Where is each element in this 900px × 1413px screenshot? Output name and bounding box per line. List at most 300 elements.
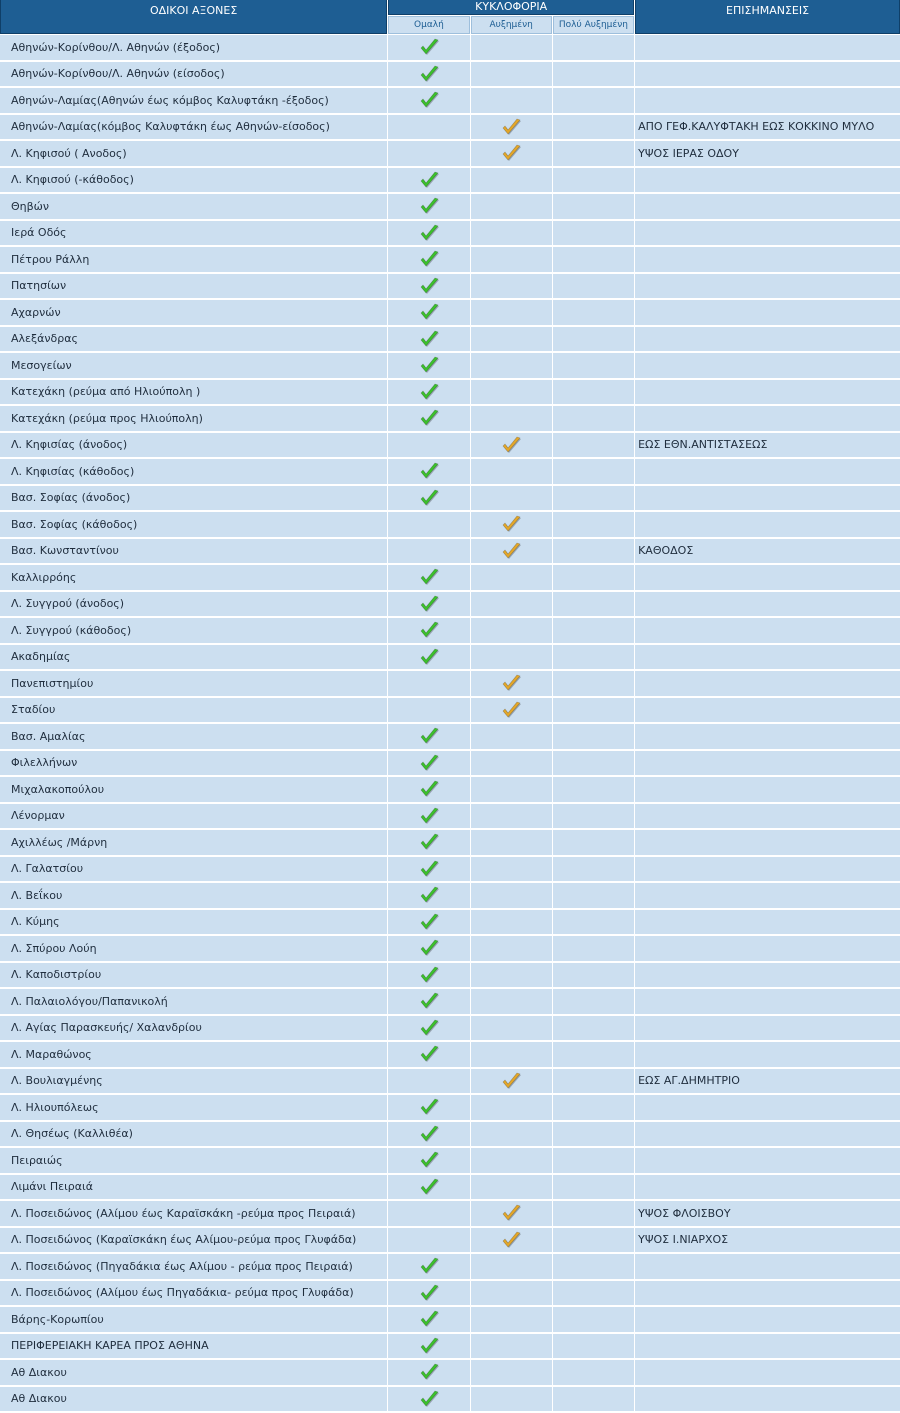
status-cell-normal xyxy=(388,1281,469,1307)
check-green-icon xyxy=(418,1389,440,1409)
status-cell-increased xyxy=(471,433,552,459)
status-cell-increased xyxy=(471,1307,552,1333)
table-row xyxy=(0,512,900,538)
table-row xyxy=(0,830,900,856)
table-row xyxy=(0,1069,900,1095)
road-name: Αχιλλέως /Μάρνη xyxy=(0,830,387,856)
road-name: Λ. Αγίας Παρασκευής/ Χαλανδρίου xyxy=(0,1016,387,1042)
status-cell-increased xyxy=(471,539,552,565)
road-name: Λ. Κηφισίας (κάθοδος) xyxy=(0,459,387,485)
road-note xyxy=(635,1095,900,1121)
check-green-icon xyxy=(418,1362,440,1382)
status-cell-very-increased xyxy=(553,883,634,909)
status-cell-normal xyxy=(388,88,469,114)
status-cell-very-increased xyxy=(553,353,634,379)
table-row xyxy=(0,486,900,512)
status-cell-very-increased xyxy=(553,1254,634,1280)
road-note xyxy=(635,247,900,273)
road-name: Αθ Διακου xyxy=(0,1360,387,1386)
road-name: Πανεπιστημίου xyxy=(0,671,387,697)
status-cell-very-increased xyxy=(553,645,634,671)
status-cell-very-increased xyxy=(553,698,634,724)
road-note xyxy=(635,1307,900,1333)
status-cell-increased xyxy=(471,247,552,273)
table-row xyxy=(0,618,900,644)
road-name: Λ. Ποσειδώνος (Καραϊσκάκη έως Αλίμου-ρεύμα προς Γλυφάδα) xyxy=(0,1228,387,1254)
check-green-icon xyxy=(418,1150,440,1170)
table-row xyxy=(0,1360,900,1386)
road-note xyxy=(635,671,900,697)
road-note xyxy=(635,62,900,88)
status-cell-normal xyxy=(388,300,469,326)
road-note xyxy=(635,1254,900,1280)
check-green-icon xyxy=(418,1124,440,1144)
road-note xyxy=(635,1175,900,1201)
check-orange-icon xyxy=(500,117,522,137)
table-row xyxy=(0,698,900,724)
check-green-icon xyxy=(418,249,440,269)
status-cell-normal xyxy=(388,194,469,220)
table-row xyxy=(0,804,900,830)
road-note xyxy=(635,1281,900,1307)
road-note xyxy=(635,751,900,777)
status-cell-normal xyxy=(388,910,469,936)
road-note xyxy=(635,592,900,618)
status-cell-very-increased xyxy=(553,963,634,989)
status-cell-normal xyxy=(388,62,469,88)
status-cell-normal xyxy=(388,963,469,989)
road-note: ΥΨΟΣ ΙΕΡΑΣ ΟΔΟΥ xyxy=(635,141,900,167)
table-row xyxy=(0,592,900,618)
status-cell-very-increased xyxy=(553,1016,634,1042)
status-cell-very-increased xyxy=(553,618,634,644)
check-green-icon xyxy=(418,302,440,322)
table-row xyxy=(0,883,900,909)
table-row xyxy=(0,1122,900,1148)
road-name: Λ. Θησέως (Καλλιθέα) xyxy=(0,1122,387,1148)
road-note xyxy=(635,989,900,1015)
road-name: Λ. Βουλιαγμένης xyxy=(0,1069,387,1095)
road-note xyxy=(635,724,900,750)
road-name: Βάρης-Κορωπίου xyxy=(0,1307,387,1333)
table-row xyxy=(0,247,900,273)
check-green-icon xyxy=(418,779,440,799)
table-row xyxy=(0,88,900,114)
check-orange-icon xyxy=(500,1230,522,1250)
road-name: Λένορμαν xyxy=(0,804,387,830)
table-row xyxy=(0,1334,900,1360)
road-name: Λ. Ποσειδώνος (Πηγαδάκια έως Αλίμου - ρεύμα προς Πειραιά) xyxy=(0,1254,387,1280)
status-cell-normal xyxy=(388,804,469,830)
check-orange-icon xyxy=(500,541,522,561)
table-row xyxy=(0,300,900,326)
check-green-icon xyxy=(418,329,440,349)
status-cell-increased xyxy=(471,645,552,671)
status-cell-very-increased xyxy=(553,459,634,485)
status-cell-increased xyxy=(471,910,552,936)
table-row xyxy=(0,406,900,432)
status-cell-increased xyxy=(471,194,552,220)
table-row xyxy=(0,1228,900,1254)
status-cell-normal xyxy=(388,1201,469,1227)
road-note xyxy=(635,645,900,671)
road-note xyxy=(635,1148,900,1174)
road-name: Λ. Συγγρού (κάθοδος) xyxy=(0,618,387,644)
table-row xyxy=(0,459,900,485)
table-row xyxy=(0,168,900,194)
road-name: Αλεξάνδρας xyxy=(0,327,387,353)
table-body xyxy=(0,35,900,1412)
status-cell-very-increased xyxy=(553,512,634,538)
check-orange-icon xyxy=(500,435,522,455)
status-cell-normal xyxy=(388,1042,469,1068)
road-name: Βασ. Σοφίας (άνοδος) xyxy=(0,486,387,512)
status-cell-very-increased xyxy=(553,300,634,326)
road-name: Πέτρου Ράλλη xyxy=(0,247,387,273)
status-cell-increased xyxy=(471,115,552,141)
table-row xyxy=(0,1281,900,1307)
status-cell-increased xyxy=(471,1095,552,1121)
status-cell-normal xyxy=(388,1122,469,1148)
table-row xyxy=(0,751,900,777)
road-note: ΕΩΣ ΑΓ.ΔΗΜΗΤΡΙΟ xyxy=(635,1069,900,1095)
status-cell-very-increased xyxy=(553,565,634,591)
status-cell-normal xyxy=(388,1387,469,1413)
road-name: Θηβών xyxy=(0,194,387,220)
road-name: Σταδίου xyxy=(0,698,387,724)
status-cell-very-increased xyxy=(553,115,634,141)
status-cell-very-increased xyxy=(553,1122,634,1148)
status-cell-very-increased xyxy=(553,830,634,856)
road-name: Λ. Καποδιστρίου xyxy=(0,963,387,989)
road-name: Λ. Γαλατσίου xyxy=(0,857,387,883)
status-cell-normal xyxy=(388,433,469,459)
status-cell-normal xyxy=(388,141,469,167)
check-green-icon xyxy=(418,1044,440,1064)
status-cell-normal xyxy=(388,724,469,750)
road-name: Λ. Βεΐκου xyxy=(0,883,387,909)
status-cell-increased xyxy=(471,512,552,538)
table-row xyxy=(0,141,900,167)
road-note xyxy=(635,406,900,432)
status-cell-very-increased xyxy=(553,194,634,220)
status-cell-very-increased xyxy=(553,671,634,697)
road-note xyxy=(635,936,900,962)
check-green-icon xyxy=(418,37,440,57)
status-cell-normal xyxy=(388,1307,469,1333)
check-green-icon xyxy=(418,806,440,826)
check-green-icon xyxy=(418,1097,440,1117)
status-cell-normal xyxy=(388,115,469,141)
status-cell-normal xyxy=(388,883,469,909)
status-cell-very-increased xyxy=(553,724,634,750)
status-cell-normal xyxy=(388,1095,469,1121)
status-cell-increased xyxy=(471,777,552,803)
status-cell-very-increased xyxy=(553,1095,634,1121)
table-row xyxy=(0,565,900,591)
subheader-increased: Αυξημένη xyxy=(471,16,552,34)
status-cell-very-increased xyxy=(553,247,634,273)
status-cell-increased xyxy=(471,62,552,88)
status-cell-very-increased xyxy=(553,1307,634,1333)
status-cell-increased xyxy=(471,1042,552,1068)
road-name: Κατεχάκη (ρεύμα προς Ηλιούπολη) xyxy=(0,406,387,432)
road-note xyxy=(635,1387,900,1413)
check-orange-icon xyxy=(500,143,522,163)
check-green-icon xyxy=(418,965,440,985)
road-note xyxy=(635,618,900,644)
status-cell-normal xyxy=(388,1069,469,1095)
road-name: Αθ Διακου xyxy=(0,1387,387,1413)
status-cell-very-increased xyxy=(553,62,634,88)
status-cell-very-increased xyxy=(553,1148,634,1174)
check-green-icon xyxy=(418,64,440,84)
check-green-icon xyxy=(418,753,440,773)
status-cell-normal xyxy=(388,565,469,591)
check-green-icon xyxy=(418,885,440,905)
status-cell-very-increased xyxy=(553,857,634,883)
table-row xyxy=(0,274,900,300)
status-cell-increased xyxy=(471,1334,552,1360)
check-green-icon xyxy=(418,223,440,243)
road-name: Αθηνών-Κορίνθου/Λ. Αθηνών (είσοδος) xyxy=(0,62,387,88)
table-row xyxy=(0,194,900,220)
status-cell-increased xyxy=(471,857,552,883)
check-green-icon xyxy=(418,938,440,958)
status-cell-increased xyxy=(471,1387,552,1413)
status-cell-normal xyxy=(388,1360,469,1386)
status-cell-normal xyxy=(388,327,469,353)
status-cell-increased xyxy=(471,830,552,856)
status-cell-normal xyxy=(388,857,469,883)
status-cell-very-increased xyxy=(553,168,634,194)
status-cell-very-increased xyxy=(553,406,634,432)
status-cell-very-increased xyxy=(553,1042,634,1068)
road-name: Ακαδημίας xyxy=(0,645,387,671)
check-green-icon xyxy=(418,382,440,402)
table-row xyxy=(0,327,900,353)
status-cell-very-increased xyxy=(553,777,634,803)
check-orange-icon xyxy=(500,700,522,720)
table-row xyxy=(0,724,900,750)
road-note xyxy=(635,1360,900,1386)
status-cell-increased xyxy=(471,486,552,512)
table-row xyxy=(0,1201,900,1227)
road-note: ΥΨΟΣ ΦΛΟΙΣΒΟΥ xyxy=(635,1201,900,1227)
status-cell-increased xyxy=(471,35,552,61)
table-row xyxy=(0,645,900,671)
status-cell-very-increased xyxy=(553,1175,634,1201)
status-cell-very-increased xyxy=(553,1069,634,1095)
check-green-icon xyxy=(418,1018,440,1038)
table-row xyxy=(0,1175,900,1201)
status-cell-increased xyxy=(471,618,552,644)
road-name: Μιχαλακοπούλου xyxy=(0,777,387,803)
status-cell-normal xyxy=(388,1254,469,1280)
check-green-icon xyxy=(418,461,440,481)
status-cell-increased xyxy=(471,300,552,326)
status-cell-very-increased xyxy=(553,989,634,1015)
status-cell-increased xyxy=(471,1201,552,1227)
status-cell-normal xyxy=(388,353,469,379)
status-cell-increased xyxy=(471,883,552,909)
table-row xyxy=(0,539,900,565)
header-notes: ΕΠΙΣΗΜΑΝΣΕΙΣ xyxy=(635,0,900,34)
check-orange-icon xyxy=(500,673,522,693)
road-name: Λ. Συγγρού (άνοδος) xyxy=(0,592,387,618)
check-green-icon xyxy=(418,647,440,667)
status-cell-very-increased xyxy=(553,88,634,114)
status-cell-increased xyxy=(471,1148,552,1174)
table-row xyxy=(0,353,900,379)
status-cell-increased xyxy=(471,1281,552,1307)
road-note xyxy=(635,910,900,936)
road-note: ΑΠΟ ΓΕΦ.ΚΑΛΥΦΤΑΚΗ ΕΩΣ ΚΟΚΚΙΝΟ ΜΥΛΟ xyxy=(635,115,900,141)
road-note: ΕΩΣ ΕΘΝ.ΑΝΤΙΣΤΑΣΕΩΣ xyxy=(635,433,900,459)
table-row xyxy=(0,221,900,247)
status-cell-increased xyxy=(471,1069,552,1095)
status-cell-increased xyxy=(471,327,552,353)
status-cell-very-increased xyxy=(553,274,634,300)
road-note xyxy=(635,194,900,220)
status-cell-normal xyxy=(388,274,469,300)
table-row xyxy=(0,1387,900,1413)
status-cell-normal xyxy=(388,35,469,61)
check-green-icon xyxy=(418,1283,440,1303)
road-note: ΥΨΟΣ Ι.ΝΙΑΡΧΟΣ xyxy=(635,1228,900,1254)
road-name: Λ. Κηφισού ( Ανοδος) xyxy=(0,141,387,167)
status-cell-very-increased xyxy=(553,804,634,830)
road-note xyxy=(635,353,900,379)
status-cell-increased xyxy=(471,1175,552,1201)
check-green-icon xyxy=(418,408,440,428)
road-name: Λ. Ποσειδώνος (Αλίμου έως Πηγαδάκια- ρεύμα προς Γλυφάδα) xyxy=(0,1281,387,1307)
table-row xyxy=(0,910,900,936)
check-green-icon xyxy=(418,276,440,296)
status-cell-increased xyxy=(471,141,552,167)
road-note xyxy=(635,830,900,856)
road-note xyxy=(635,1334,900,1360)
status-cell-normal xyxy=(388,380,469,406)
road-name: Λ. Ηλιουπόλεως xyxy=(0,1095,387,1121)
status-cell-normal xyxy=(388,777,469,803)
status-cell-very-increased xyxy=(553,936,634,962)
header-traffic: ΚΥΚΛΟΦΟΡΙΑ xyxy=(388,0,634,15)
status-cell-normal xyxy=(388,486,469,512)
table-row xyxy=(0,936,900,962)
check-green-icon xyxy=(418,1177,440,1197)
check-green-icon xyxy=(418,991,440,1011)
status-cell-increased xyxy=(471,88,552,114)
status-cell-increased xyxy=(471,1254,552,1280)
road-note xyxy=(635,35,900,61)
status-cell-very-increased xyxy=(553,539,634,565)
road-name: Λ. Κηφισίας (άνοδος) xyxy=(0,433,387,459)
status-cell-very-increased xyxy=(553,221,634,247)
status-cell-increased xyxy=(471,671,552,697)
road-note xyxy=(635,459,900,485)
status-cell-very-increased xyxy=(553,1387,634,1413)
road-name: Αθηνών-Κορίνθου/Λ. Αθηνών (έξοδος) xyxy=(0,35,387,61)
road-note xyxy=(635,963,900,989)
road-note xyxy=(635,512,900,538)
status-cell-increased xyxy=(471,1228,552,1254)
road-note xyxy=(635,565,900,591)
status-cell-very-increased xyxy=(553,1281,634,1307)
check-green-icon xyxy=(418,594,440,614)
check-green-icon xyxy=(418,832,440,852)
table-row xyxy=(0,1307,900,1333)
header-axes: ΟΔΙΚΟΙ ΑΞΟΝΕΣ xyxy=(0,0,387,34)
road-name: Λ. Ποσειδώνος (Αλίμου έως Καραϊσκάκη -ρεύμα προς Πειραιά) xyxy=(0,1201,387,1227)
road-name: Λ. Κύμης xyxy=(0,910,387,936)
status-cell-normal xyxy=(388,618,469,644)
status-cell-very-increased xyxy=(553,141,634,167)
status-cell-increased xyxy=(471,804,552,830)
status-cell-increased xyxy=(471,1360,552,1386)
table-row xyxy=(0,62,900,88)
status-cell-increased xyxy=(471,936,552,962)
road-name: Λ. Σπύρου Λούη xyxy=(0,936,387,962)
check-green-icon xyxy=(418,726,440,746)
check-green-icon xyxy=(418,196,440,216)
check-green-icon xyxy=(418,1336,440,1356)
status-cell-very-increased xyxy=(553,910,634,936)
status-cell-increased xyxy=(471,963,552,989)
road-name: Ιερά Οδός xyxy=(0,221,387,247)
check-orange-icon xyxy=(500,1071,522,1091)
road-name: Πειραιώς xyxy=(0,1148,387,1174)
road-name: Λ. Κηφισού (-κάθοδος) xyxy=(0,168,387,194)
check-green-icon xyxy=(418,912,440,932)
check-green-icon xyxy=(418,488,440,508)
status-cell-normal xyxy=(388,830,469,856)
table-row xyxy=(0,1016,900,1042)
road-name: Μεσογείων xyxy=(0,353,387,379)
status-cell-very-increased xyxy=(553,433,634,459)
table-row xyxy=(0,1254,900,1280)
table-row xyxy=(0,1148,900,1174)
check-green-icon xyxy=(418,1256,440,1276)
road-name: Λ. Παλαιολόγου/Παπανικολή xyxy=(0,989,387,1015)
status-cell-increased xyxy=(471,1122,552,1148)
status-cell-normal xyxy=(388,989,469,1015)
check-green-icon xyxy=(418,567,440,587)
check-green-icon xyxy=(418,1309,440,1329)
status-cell-normal xyxy=(388,645,469,671)
road-note xyxy=(635,1042,900,1068)
road-note xyxy=(635,88,900,114)
road-name: Λιμάνι Πειραιά xyxy=(0,1175,387,1201)
table-row xyxy=(0,433,900,459)
road-name: Αχαρνών xyxy=(0,300,387,326)
check-green-icon xyxy=(418,355,440,375)
status-cell-normal xyxy=(388,221,469,247)
status-cell-normal xyxy=(388,459,469,485)
road-name: Καλλιρρόης xyxy=(0,565,387,591)
status-cell-normal xyxy=(388,1175,469,1201)
status-cell-very-increased xyxy=(553,751,634,777)
road-note xyxy=(635,1016,900,1042)
road-note xyxy=(635,380,900,406)
status-cell-very-increased xyxy=(553,1360,634,1386)
status-cell-normal xyxy=(388,539,469,565)
table-row xyxy=(0,963,900,989)
road-name: Αθηνών-Λαμίας(κόμβος Καλυφτάκη έως Αθηνών-είσοδος) xyxy=(0,115,387,141)
status-cell-increased xyxy=(471,698,552,724)
road-name: Βασ. Κωνσταντίνου xyxy=(0,539,387,565)
status-cell-increased xyxy=(471,406,552,432)
